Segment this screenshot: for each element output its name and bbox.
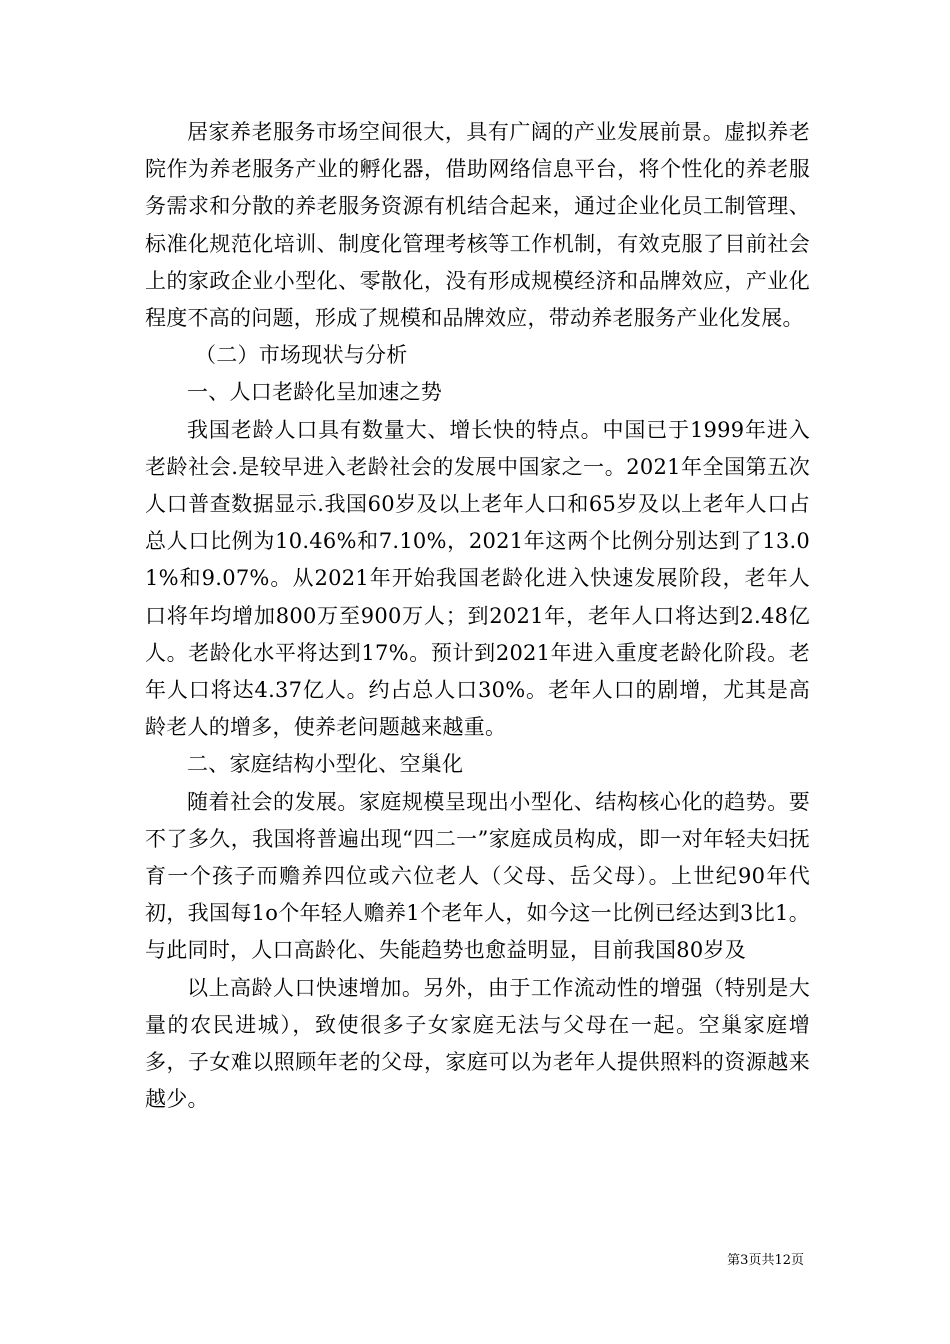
subheading-population-aging: 一、人口老龄化呈加速之势 [187, 380, 442, 405]
paragraph-family-structure: 随着社会的发展。家庭规模呈现出小型化、结构核心化的趋势。要不了多久，我国将普遍出现“四二一”家庭成员构成，即一对年轻夫妇抚育一个孩子而赡养四位或六位老人（父母、岳父母）。上世纪90年代初，我国每1o个年轻人赡养1个老年人，如今这一比例已经达到3比1。与此同时，人口高龄化、失能趋势也愈益明显，目前我国80岁及 [145, 789, 810, 963]
subheading-family-structure: 二、家庭结构小型化、空巢化 [187, 752, 464, 777]
section-heading-market-status: （二）市场现状与分析 [195, 343, 408, 368]
paragraph-industry-prospect: 居家养老服务市场空间很大，具有广阔的产业发展前景。虚拟养老院作为养老服务产业的孵化器，借助网络信息平台，将个性化的养老服务需求和分散的养老服务资源有机结合起来，通过企业化员工制管理、标准化规范化培训、制度化管理考核等工作机制，有效克服了目前社会上的家政企业小型化、零散化，没有形成规模经济和品牌效应，产业化程度不高的问题，形成了规模和品牌效应，带动养老服务产业化发展。 [145, 120, 810, 331]
page-number-footer: 第3页共12页 [727, 1253, 804, 1268]
paragraph-empty-nest: 以上高龄人口快速增加。另外，由于工作流动性的增强（特别是大量的农民进城），致使很多子女家庭无法与父母在一起。空巢家庭增多，子女难以照顾年老的父母，家庭可以为老年人提供照料的资源越来越少。 [145, 975, 810, 1112]
document-body [145, 114, 810, 1118]
paragraph-aging-statistics: 我国老龄人口具有数量大、增长快的特点。中国已于1999年进入老龄社会.是较早进入老龄社会的发展中国家之一。2021年全国第五次人口普查数据显示.我国60岁及以上老年人口和65岁及以上老年人口占总人口比例为10.46%和7.10%，2021年这两个比例分别达到了13.01%和9.07%。从2021年开始我国老龄化进入快速发展阶段，老年人口将年均增加800万至900万人；到2021年，老年人口将达到2.48亿人。老龄化水平将达到17%。预计到2021年进入重度老龄化阶段。老年人口将达4.37亿人。约占总人口30%。老年人口的剧增，尤其是高龄老人的增多，使养老问题越来越重。 [145, 417, 810, 740]
